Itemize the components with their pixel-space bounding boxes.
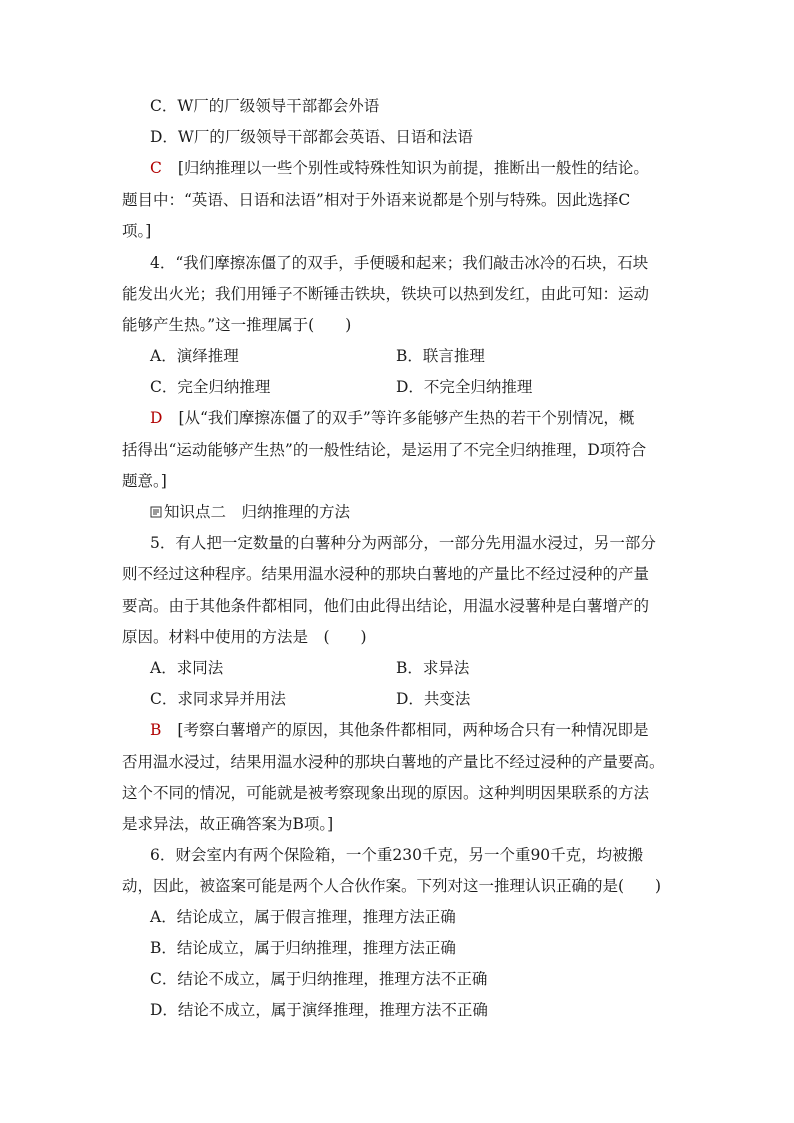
q6-option-c: C．结论不成立，属于归纳推理，推理方法不正确 [150, 970, 488, 988]
q5-explanation-line-1 [150, 720, 710, 740]
q5-explanation-line-2: 否用温水浸过，结果用温水浸种的那块白薯地的产量比不经过浸种的产量要高。 [122, 753, 665, 771]
q5-stem-line-2: 则不经过这种程序。结果用温水浸种的那块白薯地的产量比不经过浸种的产量 [122, 565, 650, 583]
q6-option-d: D．结论不成立，属于演绎推理，推理方法不正确 [150, 1001, 488, 1019]
q5-stem-line-1: 5．有人把一定数量的白薯种分为两部分，一部分先用温水浸过，另一部分 [150, 534, 656, 552]
q3-explanation-text: [归纳推理以一些个别性或特殊性知识为前提，推断出一般性的结论。 [177, 159, 649, 177]
q3-option-c: C．W厂的厂级领导干部都会外语 [150, 97, 380, 115]
q5-option-d: D．共变法 [396, 690, 471, 708]
q4-stem-line-2: 能发出火光；我们用锤子不断锤击铁块，铁块可以热到发红，由此可知：运动 [122, 285, 650, 303]
q5-explanation-line-4: 是求异法，故正确答案为B项。] [122, 815, 334, 833]
q6-stem-line-2: 动，因此，被盗案可能是两个人合伙作案。下列对这一推理认识正确的是( ) [122, 877, 662, 895]
q4-stem-line-1: 4．“我们摩擦冻僵了的双手，手便暖和起来；我们敲击冰冷的石块，石块 [150, 254, 649, 272]
q5-stem-line-4: 原因。材料中使用的方法是 ( ) [122, 628, 367, 646]
q4-explanation-line-2: 括得出“运动能够产生热”的一般性结论，是运用了不完全归纳推理，D项符合 [122, 441, 647, 459]
q4-option-b: B．联言推理 [396, 347, 485, 365]
q3-explanation-line-2: 题目中：“英语、日语和法语”相对于外语来说都是个别与特殊。因此选择C [122, 191, 631, 209]
q5-explanation-text: [考察白薯增产的原因，其他条件都相同，两种场合只有一种情况即是 [177, 721, 649, 739]
q5-option-c: C．求同求异并用法 [150, 690, 286, 708]
q5-option-b: B．求异法 [396, 659, 470, 677]
q4-explanation-line-3: 题意。] [122, 472, 167, 490]
q4-explanation-text: [从“我们摩擦冻僵了的双手”等许多能够产生热的若干个别情况，概 [178, 409, 635, 427]
q3-answer: C [150, 159, 162, 177]
q5-answer: B [150, 721, 162, 739]
q6-stem-line-1: 6．财会室内有两个保险箱，一个重230千克，另一个重90千克，均被搬 [150, 846, 644, 864]
q6-option-b: B．结论成立，属于归纳推理，推理方法正确 [150, 939, 456, 957]
q4-option-a: A．演绎推理 [150, 347, 239, 365]
q6-option-a: A．结论成立，属于假言推理，推理方法正确 [150, 908, 456, 926]
q4-answer: D [150, 409, 163, 427]
q5-stem-line-3: 要高。由于其他条件都相同，他们由此得出结论，用温水浸薯种是白薯增产的 [122, 597, 650, 615]
q5-option-a: A．求同法 [150, 659, 224, 677]
section-heading [150, 502, 710, 522]
q4-option-d: D．不完全归纳推理 [396, 378, 533, 396]
q4-option-c: C．完全归纳推理 [150, 378, 271, 396]
q3-option-d: D．W厂的厂级领导干部都会英语、日语和法语 [150, 128, 473, 146]
q4-stem-line-3: 能够产生热。”这一推理属于( ) [122, 316, 352, 334]
q4-explanation-line-1 [150, 408, 710, 428]
q3-explanation-line-3: 项。] [122, 222, 152, 240]
q5-explanation-line-3: 这个不同的情况，可能就是被考察现象出现的原因。这种判明因果联系的方法 [122, 784, 650, 802]
q3-explanation-line-1 [150, 158, 710, 178]
section-title: 知识点二 归纳推理的方法 [164, 503, 351, 521]
bookmark-icon [150, 506, 162, 518]
